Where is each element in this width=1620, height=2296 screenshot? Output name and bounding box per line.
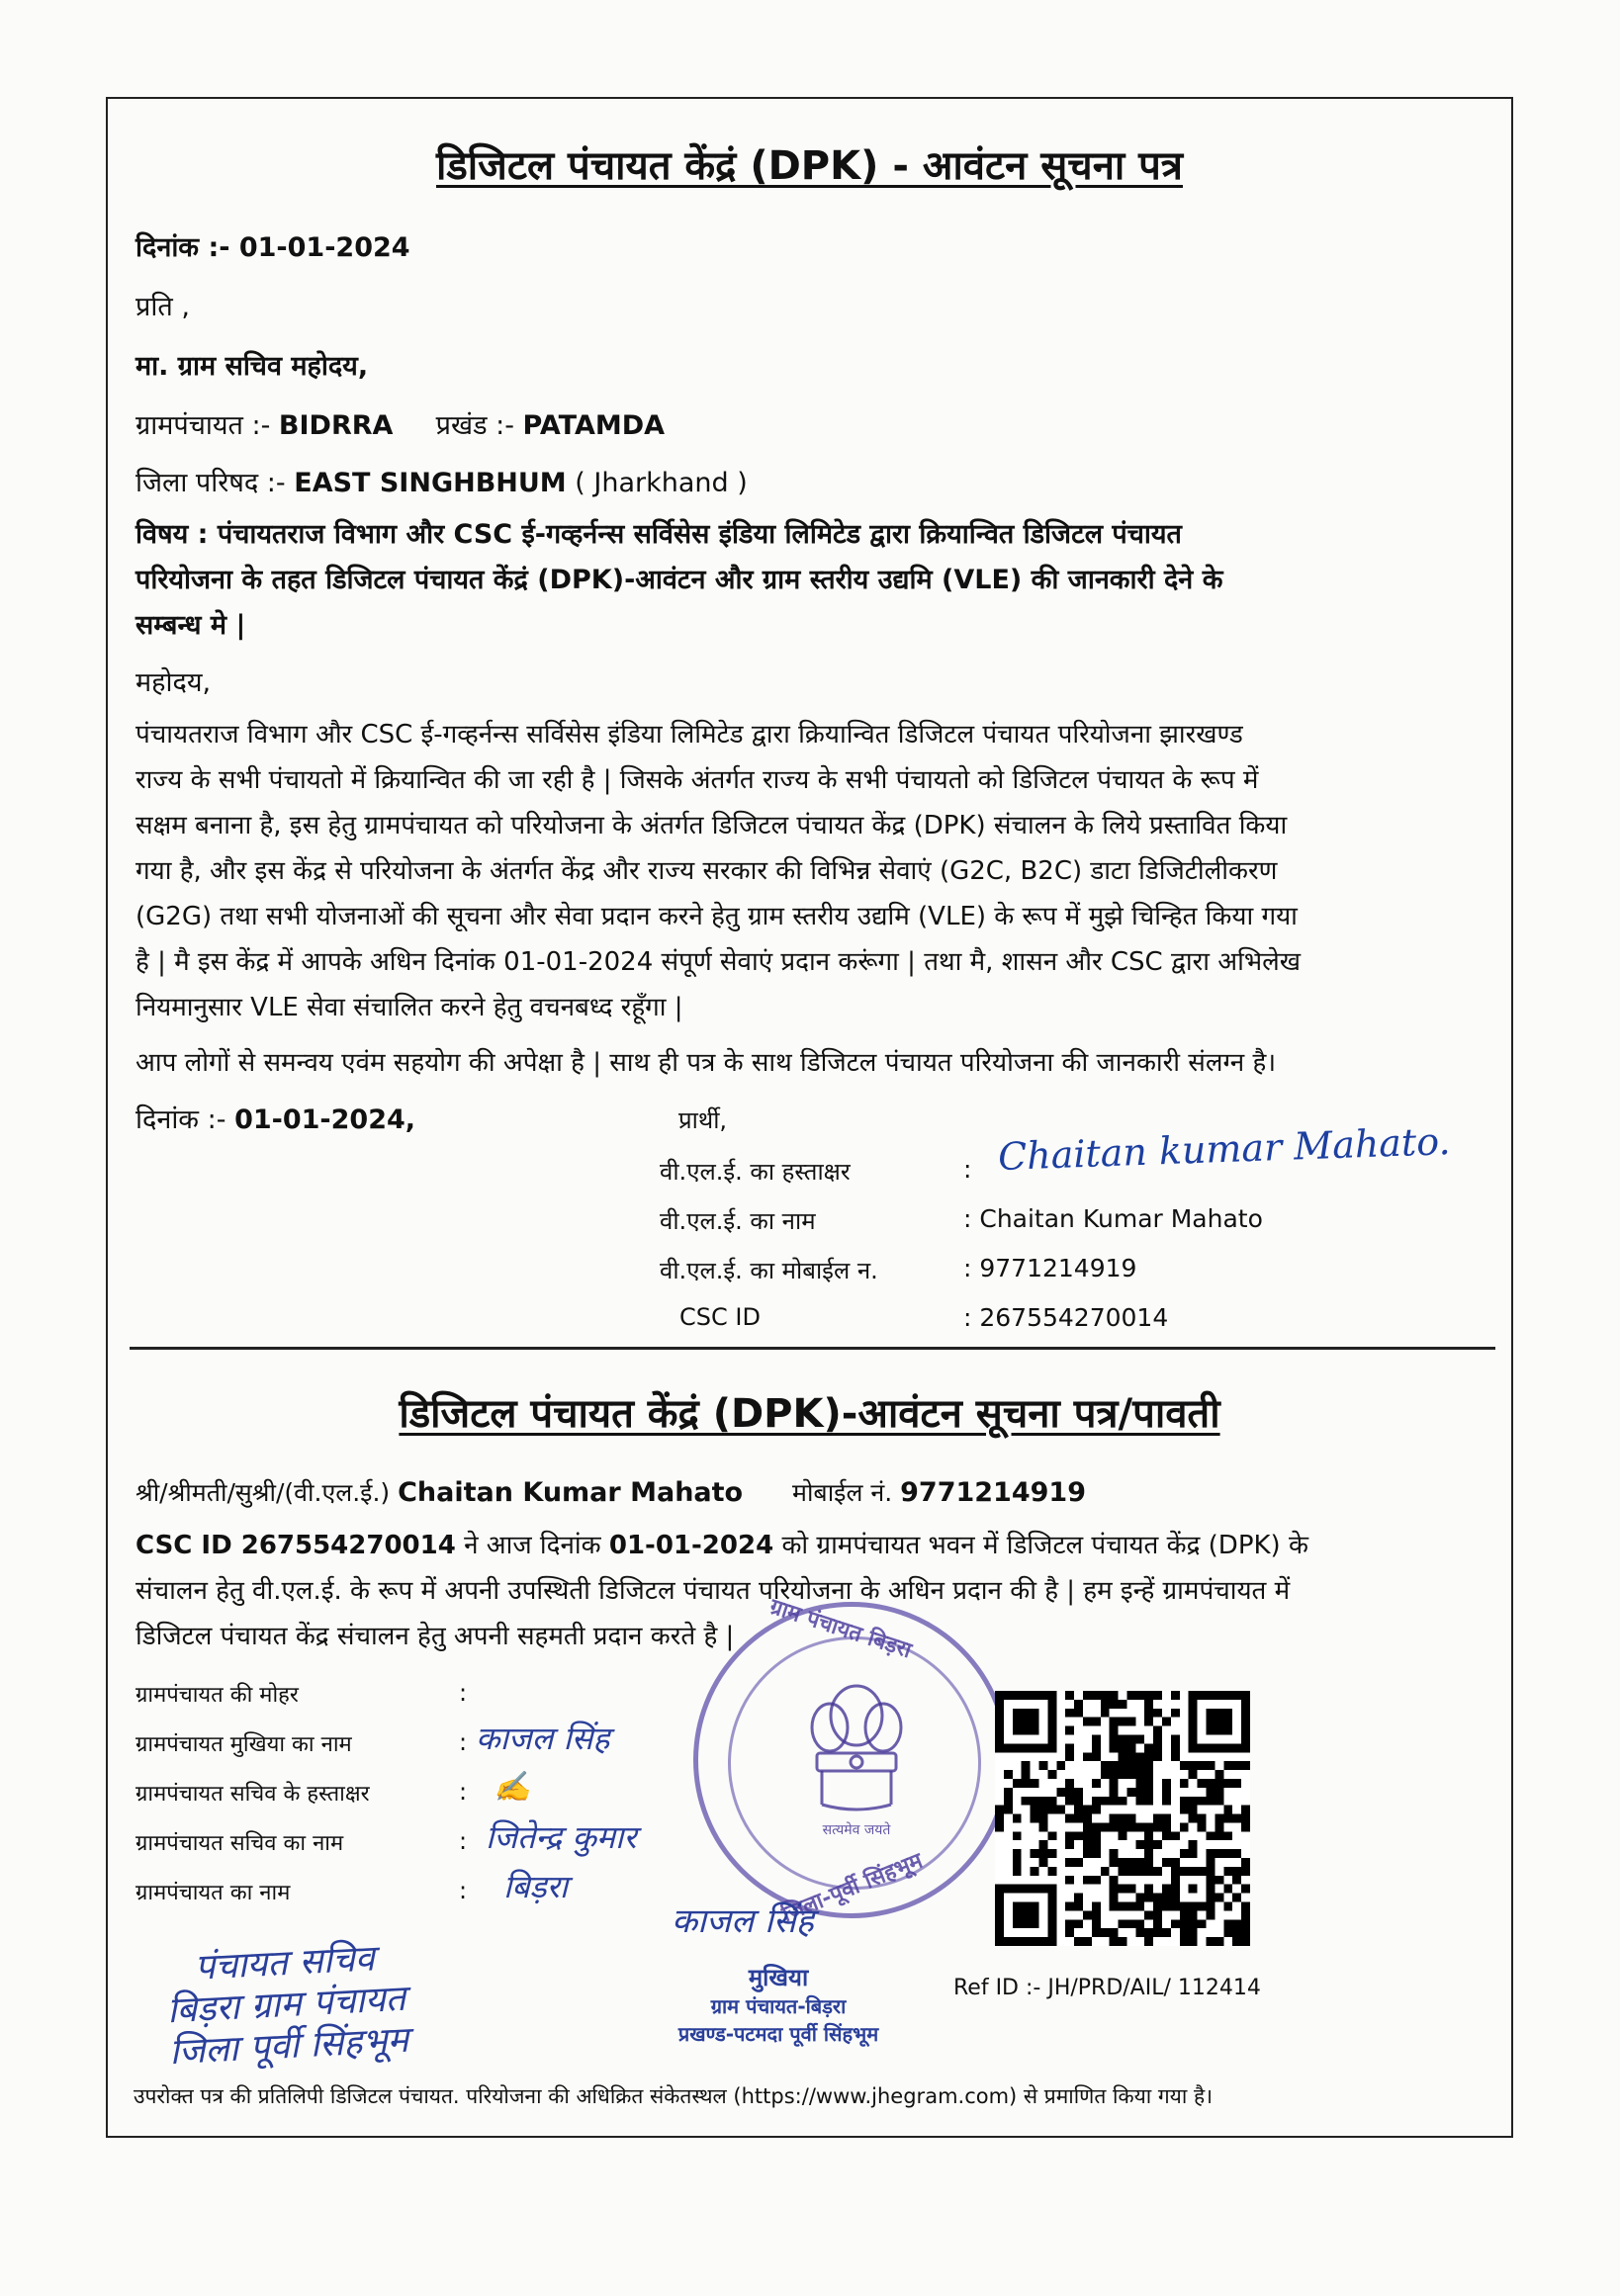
gp-row-label: ग्रामपंचायत मुखिया का नाम [135,1732,352,1757]
body-line: (G2G) तथा सभी योजनाओं की सूचना और सेवा प्रदान करने हेतु ग्राम स्तरीय उद्यमि (VLE) के रूप में मुझे चिन्हित किया गया [135,902,1298,931]
gp-row-colon: : [459,1827,468,1855]
seal-line: मुखिया [748,1964,809,1991]
stamp-top-text: ग्राम पंचायत बिड़रा [766,1594,915,1664]
district-line [135,463,748,499]
receipt-line: डिजिटल पंचायत केंद्र संचालन हेतु अपनी सहमती प्रदान करते है | [135,1622,735,1651]
receipt-mobile-value: 9771214919 [900,1477,1086,1508]
seal-line: प्रखण्ड-पटमदा पूर्वी सिंहभूम [677,2022,879,2046]
seal-line: जिला पूर्वी सिंहभूम [168,2019,410,2074]
csc-label: CSC ID [679,1303,761,1331]
letter-title: डिजिटल पंचायत केंद्रं (DPK) - आवंटन सूचना पत्र [436,143,1183,189]
body-line: है | मै इस केंद्र में आपके अधिन दिनांक 01-01-2024 संपूर्ण सेवाएं प्रदान करूंगा | तथा मै, शासन और CSC द्वारा अभिलेख [135,947,1302,977]
mukhiya-signature: काजल सिंह [672,1901,814,1941]
receipt-line [135,1523,1490,1568]
mukhiya-seal [590,1963,966,2048]
vle-signature: Chaitan kumar Mahato. [997,1119,1452,1179]
receipt-line: संचालन हेतु वी.एल.ई. के रूप में अपनी उपस्थिती डिजिटल पंचायत परियोजना के अधिन प्रदान की है | हम इन्हें ग्रामपंचायत में [135,1576,1291,1606]
salutation: महोदय, [135,667,212,698]
gp-row-colon: : [459,1877,468,1904]
subject-line: विषय : पंचायतराज विभाग और CSC ई-गव्हर्नन्स सर्विसेस इंडिया लिमिटेड द्वारा क्रियान्वित डिजिटल पंचायत [135,519,1182,550]
gp-row-label: ग्रामपंचायत की मोहर [135,1683,299,1708]
subject [135,512,1490,649]
receipt-line1-rest: को ग्रामपंचायत भवन में डिजिटल पंचायत केंद्र (DPK) के [781,1531,1308,1560]
stamp-bottom-text: जिला-पूर्वी सिंहभूम [778,1848,927,1928]
prarthi: प्रार्थी, [678,1106,728,1134]
section-divider [130,1347,1495,1350]
secretary-signature: ✍ [494,1770,531,1805]
receipt-title: डिजिटल पंचायत केंद्रं (DPK)-आवंटन सूचना पत्र/पावती [399,1391,1220,1437]
receipt-line1-date: 01-01-2024 [608,1531,774,1560]
csc-value: : 267554270014 [963,1303,1169,1332]
colon: : [963,1155,972,1184]
request-line: आप लोगों से समन्वय एवंम सहयोग की अपेक्षा है | साथ ही पत्र के साथ डिजिटल पंचायत परियोजना की जानकारी संलग्न है। [135,1048,1277,1078]
receipt-prefix: श्री/श्रीमती/सुश्री/(वी.एल.ई.) [135,1478,391,1507]
body-line: सक्षम बनाना है, इस हेतु ग्रामपंचायत को परियोजना के अंतर्गत डिजिटल पंचायत केंद्र (DPK) संचालन के लिये प्रस्तावित किया [135,811,1288,840]
sign-date-label: दिनांक :- [135,1104,226,1135]
state: ( Jharkhand ) [575,468,748,498]
vle-sig-label: वी.एल.ई. का हस्ताक्षर [660,1158,851,1186]
gp-line [135,405,665,442]
body-line: नियमानुसार VLE सेवा संचालित करने हेतु वचनबध्द रहूँगा | [135,993,683,1022]
gp-row-label: ग्रामपंचायत सचिव का नाम [135,1831,344,1856]
district-label: जिला परिषद :- [135,468,286,498]
receipt-name: Chaitan Kumar Mahato [398,1477,744,1508]
body-line: गया है, और इस केंद्र से परियोजना के अंतर्गत केंद्र और राज्य सरकार की विभिन्न सेवाएं (G2C, B2C) डाटा डिजिटीलीकरण [135,856,1278,886]
receipt-csc: CSC ID 267554270014 [135,1531,456,1560]
prati: प्रति , [135,292,190,322]
subject-line: परियोजना के तहत डिजिटल पंचायत केंद्रं (DPK)-आवंटन और ग्राम स्तरीय उद्यमि (VLE) की जानकारी देने के [135,565,1223,595]
national-emblem-icon [782,1676,931,1844]
addressee: मा. ग्राम सचिव महोदय, [135,351,369,382]
block-value: PATAMDA [522,410,666,441]
gp-row-colon: : [459,1778,468,1806]
gp-row-label: ग्रामपंचायत सचिव के हस्ताक्षर [135,1782,370,1807]
footer-note: उपरोक्त पत्र की प्रतिलिपी डिजिटल पंचायत. परियोजना की अधिक्रित संकेतस्थल (https://www.jhegram.com) से प्रमाणित किया गया है। [134,2084,1214,2108]
qr-code-icon [995,1691,1250,1946]
block-label: प्रखंड :- [435,410,514,441]
gp-name-handwritten: बिड़रा [503,1868,569,1905]
ref-id: Ref ID :- JH/PRD/AIL/ 112414 [953,1976,1261,2000]
gp-row-colon: : [459,1728,468,1756]
vle-mobile-label: वी.एल.ई. का मोबाईल न. [660,1257,878,1284]
gp-label: ग्रामपंचायत :- [135,410,271,441]
gp-value: BIDRRA [278,410,394,441]
letter-frame [106,97,1513,2138]
secretary-name-handwritten: जितेन्द्र कुमार [486,1818,637,1856]
sign-date-value: 01-01-2024, [234,1104,416,1135]
subject-line: सम्बन्ध मे | [135,610,246,641]
seal-line: बिड़रा ग्राम पंचायत [166,1978,407,2032]
vle-mobile-value: : 9771214919 [963,1254,1137,1282]
date-line: दिनांक :- 01-01-2024 [135,232,410,263]
vle-name-value: : Chaitan Kumar Mahato [963,1204,1263,1233]
receipt-line1-mid: ने आज दिनांक [464,1531,601,1560]
gp-row-colon: : [459,1679,468,1707]
body-paragraph [135,712,1490,1030]
sign-date [135,1100,415,1136]
district-value: EAST SINGHBHUM [294,468,567,498]
receipt-mobile-label: मोबाईल नं. [792,1478,893,1507]
gp-row-label: ग्रामपंचायत का नाम [135,1881,291,1905]
secretary-seal [164,1937,409,2074]
vle-name-label: वी.एल.ई. का नाम [660,1207,816,1235]
mukhiya-handwritten: काजल सिंह [476,1720,610,1757]
body-line: राज्य के सभी पंचायतो में क्रियान्वित की जा रही है | जिसके अंतर्गत राज्य के सभी पंचायतो को डिजिटल पंचायत के रूप में [135,765,1259,795]
seal-line: ग्राम पंचायत-बिड़रा [710,1994,847,2018]
receipt-name-line [135,1475,1086,1509]
body-line: पंचायतराज विभाग और CSC ई-गव्हर्नन्स सर्विसेस इंडिया लिमिटेड द्वारा क्रियान्वित डिजिटल पंचायत परियोजना झारखण्ड [135,720,1243,750]
emblem-caption: सत्यमेव जयते [822,1822,891,1838]
seal-line: पंचायत सचिव [193,1938,376,1988]
